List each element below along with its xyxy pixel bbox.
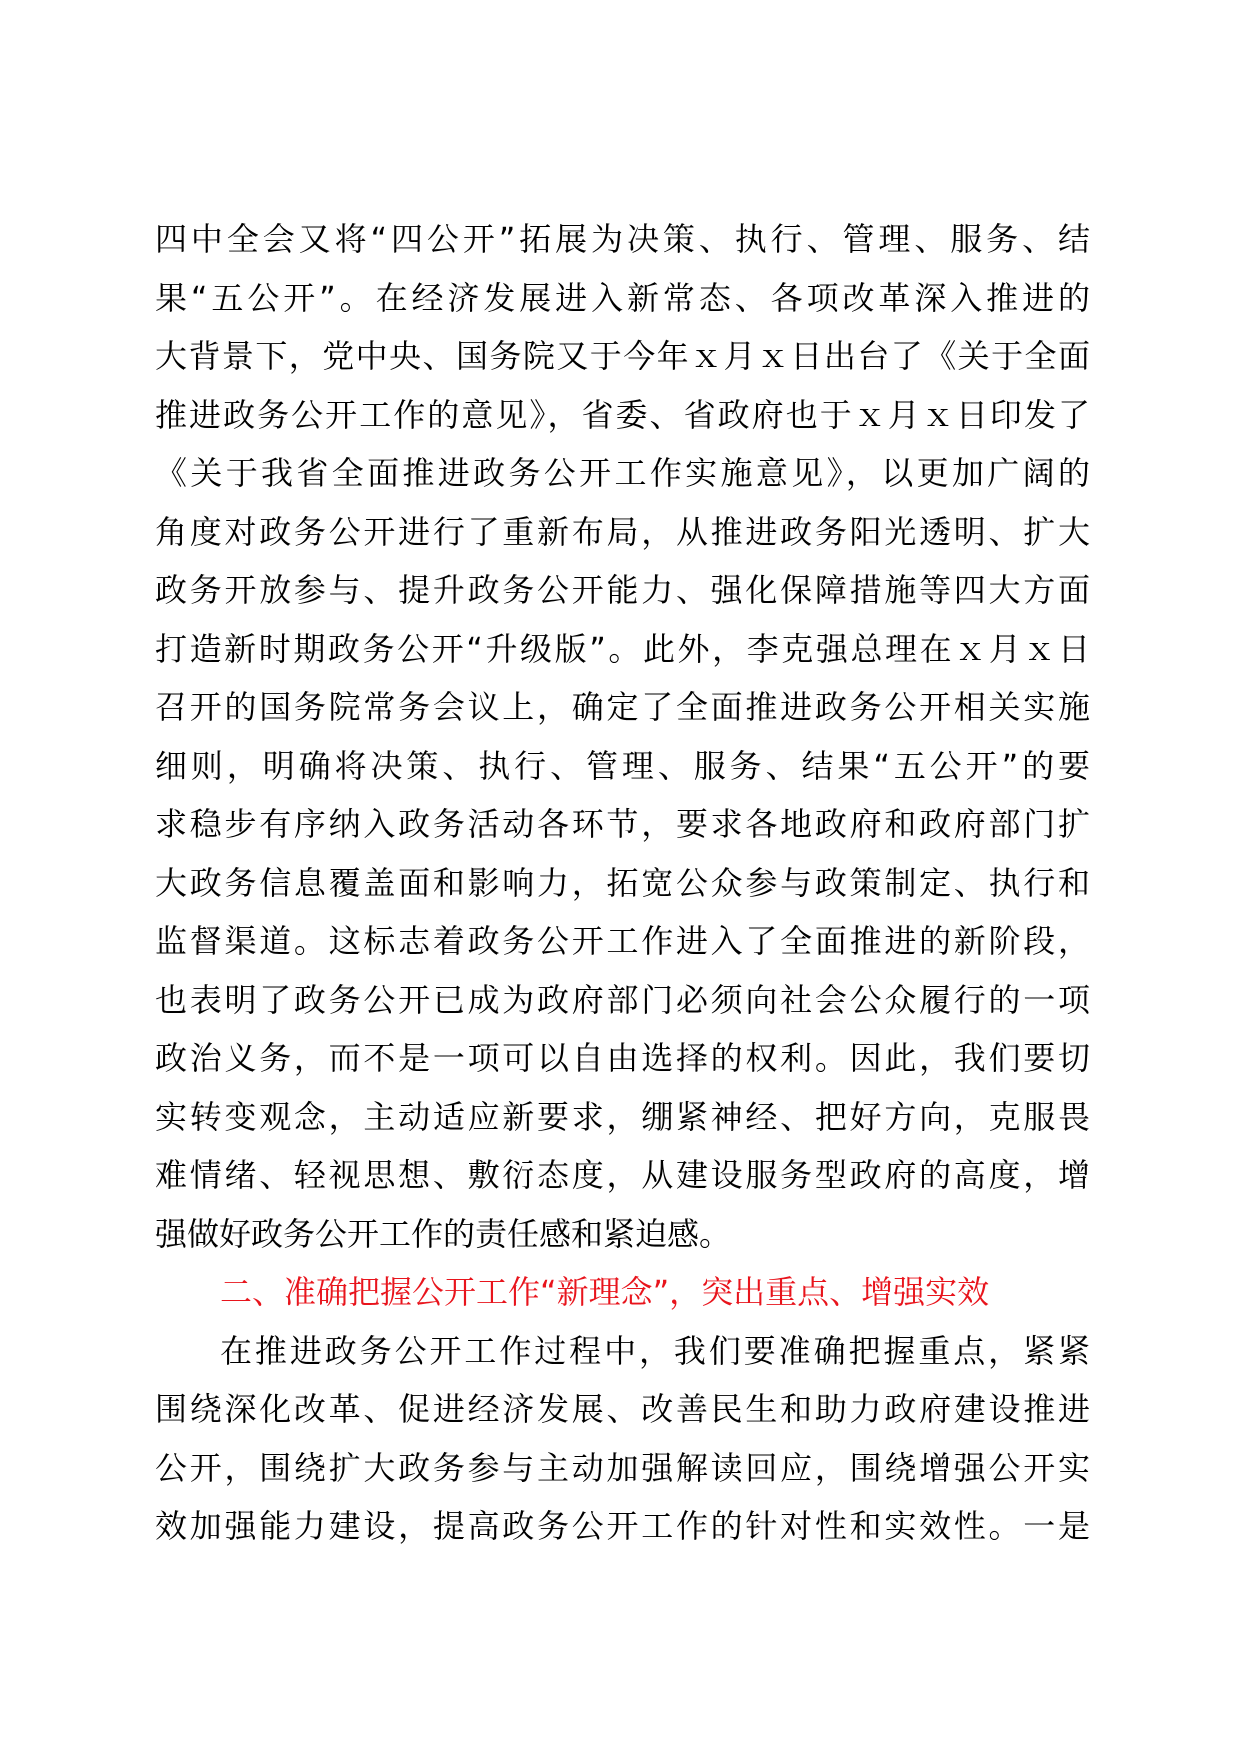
text-line: 角度对政务公开进行了重新布局，从推进政务阳光透明、扩大 (155, 512, 1090, 551)
text-line: 效加强能力建设，提高政务公开工作的针对性和实效性。一是 (155, 1507, 1090, 1545)
text-line: 《关于我省全面推进政务公开工作实施意见》，以更加广阔的 (155, 454, 1090, 492)
section-heading: 二、准确把握公开工作“新理念”，突出重点、增强实效 (220, 1273, 990, 1311)
text-line: 政务开放参与、提升政务公开能力、强化保障措施等四大方面 (155, 571, 1090, 609)
text-line: 推进政务公开工作的意见》，省委、省政府也于ｘ月ｘ日印发了 (155, 395, 1090, 434)
text-line: 围绕深化改革、促进经济发展、改善民生和助力政府建设推进 (155, 1390, 1090, 1428)
text-line: 四中全会又将“四公开”拓展为决策、执行、管理、服务、结 (155, 220, 1090, 258)
text-line: 监督渠道。这标志着政务公开工作进入了全面推进的新阶段， (155, 922, 1090, 960)
text-line: 打造新时期政务公开“升级版”。此外，李克强总理在ｘ月ｘ日 (155, 629, 1090, 668)
text-line: 政治义务，而不是一项可以自由选择的权利。因此，我们要切 (155, 1039, 1090, 1077)
text-line: 大背景下，党中央、国务院又于今年ｘ月ｘ日出台了《关于全面 (155, 337, 1090, 375)
text-line: 召开的国务院常务会议上，确定了全面推进政务公开相关实施 (155, 688, 1090, 726)
text-line: 大政务信息覆盖面和影响力，拓宽公众参与政策制定、执行和 (155, 863, 1090, 902)
text-line: 果“五公开”。在经济发展进入新常态、各项改革深入推进的 (155, 278, 1090, 317)
text-line: 在推进政务公开工作过程中，我们要准确把握重点，紧紧 (220, 1331, 1090, 1370)
text-line: 也表明了政务公开已成为政府部门必须向社会公众履行的一项 (155, 980, 1090, 1019)
text-line: 公开，围绕扩大政务参与主动加强解读回应，围绕增强公开实 (155, 1448, 1090, 1487)
document-body (155, 210, 1090, 1556)
text-line: 难情绪、轻视思想、敷衍态度，从建设服务型政府的高度，增 (155, 1156, 1090, 1194)
paragraph-2 (155, 1322, 1090, 1556)
text-line: 强做好政务公开工作的责任感和紧迫感。 (155, 1214, 732, 1253)
text-line: 实转变观念，主动适应新要求，绷紧神经、把好方向，克服畏 (155, 1097, 1090, 1136)
paragraph-1 (155, 210, 1090, 1263)
text-line: 求稳步有序纳入政务活动各环节，要求各地政府和政府部门扩 (155, 805, 1090, 843)
text-line: 细则，明确将决策、执行、管理、服务、结果“五公开”的要 (155, 746, 1090, 785)
